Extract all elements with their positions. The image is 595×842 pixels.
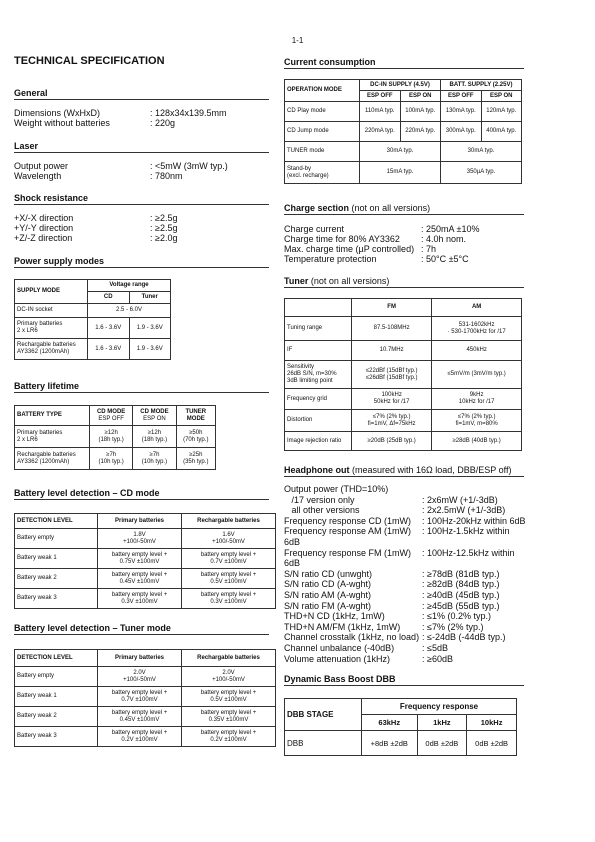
cell: 1.9 - 3.6V bbox=[129, 339, 171, 360]
spec-key: THD+N CD (1kHz, 1mW) bbox=[284, 611, 385, 622]
spec-value: : 250mA ±10% bbox=[421, 224, 480, 234]
headphone-spec-row bbox=[284, 569, 584, 580]
headphone-spec-row bbox=[284, 495, 584, 506]
row-label: Rechargable batteries bbox=[17, 342, 76, 348]
shock-specs bbox=[14, 213, 269, 245]
col-header: Voltage range bbox=[88, 280, 171, 292]
spec-key: Wavelength bbox=[14, 171, 62, 181]
col-header: TUNER bbox=[185, 408, 207, 415]
col-header: 10kHz bbox=[467, 715, 517, 731]
headphone-spec-row bbox=[284, 484, 584, 495]
cell: battery empty level + bbox=[200, 551, 257, 558]
spec-key: S/N ratio FM (A-wght) bbox=[284, 600, 372, 611]
cell: 1.6 - 3.6V bbox=[88, 318, 130, 339]
cell: 50kHz for /17 bbox=[373, 399, 410, 405]
spec-key: Output power (THD=10%) bbox=[284, 484, 389, 494]
spec-value: : 7h bbox=[421, 244, 437, 254]
col-header: AM bbox=[432, 299, 522, 317]
laser-heading: Laser bbox=[14, 141, 269, 153]
cell: 0.7V ±100mV bbox=[210, 558, 247, 565]
row-label: Frequency grid bbox=[285, 389, 352, 410]
power-supply-heading: Power supply modes bbox=[14, 256, 269, 268]
col-header: DETECTION LEVEL bbox=[15, 650, 98, 667]
cell: 1.6 - 3.6V bbox=[88, 339, 130, 360]
cell: battery empty level + bbox=[111, 571, 168, 578]
spec-value: : ≥40dB (45dB typ.) bbox=[422, 589, 500, 600]
level-cd-table bbox=[14, 513, 276, 609]
spec-key: 6dB bbox=[284, 558, 301, 569]
row-label: CD Jump mode bbox=[285, 122, 360, 142]
cell: 0.5V ±100mV bbox=[210, 578, 247, 585]
row-label: Battery empty bbox=[15, 667, 98, 687]
spec-value: : ≤5dB bbox=[422, 642, 448, 653]
cell: 30mA typ. bbox=[441, 142, 522, 162]
spec-value: : ≥2.5g bbox=[150, 213, 178, 223]
spec-value: : 100Hz-1.5kHz within bbox=[422, 526, 510, 537]
table-row bbox=[15, 589, 276, 609]
cell: ≥12h bbox=[147, 429, 162, 436]
headphone-spec-row bbox=[284, 579, 584, 590]
headphone-spec-row bbox=[284, 526, 584, 537]
col-header bbox=[285, 299, 352, 317]
headphone-spec-row bbox=[284, 654, 584, 665]
dbb-table bbox=[284, 698, 517, 756]
cell: 0.45V ±100mV bbox=[119, 578, 160, 585]
row-label: Image rejection ratio bbox=[285, 432, 352, 451]
row-label: (excl. recharge) bbox=[287, 172, 329, 179]
tuner-heading bbox=[284, 276, 524, 288]
row-label: Tuning range bbox=[285, 317, 352, 341]
spec-key: Temperature protection bbox=[284, 254, 377, 264]
row-label: Battery weak 2 bbox=[15, 569, 98, 589]
headphone-spec-row bbox=[284, 632, 584, 643]
headphone-spec-row bbox=[284, 558, 584, 569]
cell: ≥25h bbox=[189, 451, 203, 458]
cell: 100kHz bbox=[381, 392, 402, 398]
table-row bbox=[285, 162, 522, 184]
table-row bbox=[15, 569, 276, 589]
cell: 15mA typ. bbox=[360, 162, 441, 184]
col-header: ESP OFF bbox=[98, 415, 124, 422]
spec-value: : 2x6mW (+1/-3dB) bbox=[422, 494, 498, 505]
cell: 2.0V bbox=[222, 669, 235, 676]
row-label: 3dB limiting point bbox=[287, 378, 333, 384]
headphone-spec-row bbox=[284, 601, 584, 612]
headphone-note: (measured with 16Ω load, DBB/ESP off) bbox=[352, 465, 512, 475]
cell: 2.0V bbox=[133, 669, 146, 676]
row-label: Battery weak 1 bbox=[15, 687, 98, 707]
spec-key: Volume attenuation (1kHz) bbox=[284, 653, 391, 664]
col-header: ESP ON bbox=[400, 91, 441, 102]
spec-key: S/N ratio AM (A-wght) bbox=[284, 589, 372, 600]
col-header: CD MODE bbox=[140, 408, 169, 415]
row-label: IF bbox=[285, 341, 352, 361]
col-header: CD MODE bbox=[96, 408, 126, 415]
col-header: Frequency response bbox=[362, 699, 517, 715]
cell: 30mA typ. bbox=[360, 142, 441, 162]
cell: 10.7MHz bbox=[352, 341, 432, 361]
cell: fi=1mV, Δf=75kHz bbox=[367, 420, 416, 427]
table-row bbox=[15, 707, 276, 727]
charge-specs bbox=[284, 224, 524, 266]
table-row bbox=[15, 339, 171, 360]
spec-key: +Z/-Z direction bbox=[14, 233, 73, 243]
general-heading: General bbox=[14, 88, 269, 100]
cell: 0.3V ±100mV bbox=[121, 598, 158, 605]
cell: 1.9 - 3.6V bbox=[129, 318, 171, 339]
cell: ≤7% (2% typ.) bbox=[457, 413, 496, 420]
cell: battery empty level + bbox=[200, 729, 257, 736]
headphone-spec-row bbox=[284, 611, 584, 622]
table-row bbox=[285, 432, 522, 451]
cell: 220mA typ. bbox=[400, 122, 441, 142]
cell: (35h typ.) bbox=[183, 458, 209, 465]
row-label: 2 x LR6 bbox=[17, 436, 38, 443]
cell: 2.5 - 6.0V bbox=[88, 304, 171, 318]
cell: 350µA typ. bbox=[441, 162, 522, 184]
col-header: Rechargable batteries bbox=[182, 650, 276, 667]
cell: ≥20dB (25dB typ.) bbox=[352, 432, 432, 451]
row-label: Battery weak 1 bbox=[15, 549, 98, 569]
spec-key: Output power bbox=[14, 161, 69, 171]
col-header: Primary batteries bbox=[98, 650, 182, 667]
col-header: FM bbox=[352, 299, 432, 317]
row-label: Primary batteries bbox=[17, 321, 63, 327]
table-row bbox=[285, 102, 522, 122]
spec-value: : ≤1% (0.2% typ.) bbox=[422, 611, 491, 622]
cell: (70h typ.) bbox=[183, 436, 209, 443]
cell: ≥7h bbox=[106, 451, 117, 458]
cell: 0.2V ±100mV bbox=[210, 736, 247, 743]
headphone-spec-row bbox=[284, 622, 584, 633]
spec-value: : ≥60dB bbox=[422, 653, 453, 664]
spec-value: : ≤7% (2% typ.) bbox=[422, 621, 484, 632]
spec-key: Frequency response CD (1mW) bbox=[284, 515, 412, 526]
cell: (18h typ.) bbox=[141, 436, 168, 443]
cell: (18h typ.) bbox=[98, 436, 124, 443]
cell: 0.35V ±100mV bbox=[208, 716, 249, 723]
cell: 0.75V ±100mV bbox=[119, 558, 160, 565]
spec-key: Charge time for 80% AY3362 bbox=[284, 234, 400, 244]
row-label: Sensitivity bbox=[287, 364, 315, 370]
spec-value: : 2x2.5mW (+1/-3dB) bbox=[422, 505, 506, 516]
row-label: Battery weak 2 bbox=[15, 707, 98, 727]
spec-value: : ≤-24dB (-44dB typ.) bbox=[422, 632, 506, 643]
row-label: AY3362 (1200mAh) bbox=[17, 349, 70, 355]
battery-lifetime-heading: Battery lifetime bbox=[14, 381, 269, 393]
cell: battery empty level + bbox=[200, 571, 257, 578]
cell: 9kHz bbox=[469, 392, 484, 398]
cell: battery empty level + bbox=[111, 729, 168, 736]
spec-key: +Y/-Y direction bbox=[14, 223, 74, 233]
row-label: Primary batteries bbox=[17, 429, 63, 436]
spec-value: : 100Hz-20kHz within 6dB bbox=[422, 515, 526, 526]
cell: +100/-50mV bbox=[212, 538, 245, 545]
row-label: TUNER mode bbox=[285, 142, 360, 162]
row-label: DBB bbox=[285, 731, 362, 756]
spec-value: : ≥78dB (81dB typ.) bbox=[422, 568, 500, 579]
col-header: Primary batteries bbox=[98, 514, 182, 529]
cell: 10kHz for /17 bbox=[458, 399, 495, 405]
table-row bbox=[285, 317, 522, 341]
table-row bbox=[285, 731, 517, 756]
spec-key: Channel unbalance (-40dB) bbox=[284, 642, 395, 653]
cell: 130mA typ. bbox=[441, 102, 482, 122]
cell: ≤7% (2% typ.) bbox=[372, 413, 411, 420]
spec-value: : 220g bbox=[150, 118, 176, 128]
current-heading: Current consumption bbox=[284, 57, 524, 69]
level-tuner-heading: Battery level detection – Tuner mode bbox=[14, 623, 269, 635]
cell: (10h typ.) bbox=[141, 458, 168, 465]
cell: 0.45V ±100mV bbox=[119, 716, 160, 723]
headphone-spec-row bbox=[284, 505, 584, 516]
row-label: DC-IN socket bbox=[15, 304, 88, 318]
headphone-heading bbox=[284, 465, 524, 477]
row-label: Battery weak 3 bbox=[15, 727, 98, 747]
spec-value: : ≥2.5g bbox=[150, 223, 178, 233]
page-number: 1-1 bbox=[291, 36, 304, 45]
headphone-spec-row bbox=[284, 516, 584, 527]
cell: battery empty level + bbox=[200, 591, 257, 598]
spec-value: : ≥82dB (84dB typ.) bbox=[422, 579, 500, 590]
row-label: Battery weak 3 bbox=[15, 589, 98, 609]
table-row bbox=[15, 448, 216, 470]
cell: 450kHz bbox=[432, 341, 522, 361]
col-header: DC-IN SUPPLY (4.5V) bbox=[360, 80, 441, 91]
spec-value: : ≥2.0g bbox=[150, 233, 178, 243]
row-label: 26dB S/N, m=30% bbox=[287, 371, 337, 377]
col-header: Tuner bbox=[129, 292, 171, 304]
cell: 220mA typ. bbox=[360, 122, 401, 142]
table-row bbox=[15, 667, 276, 687]
col-header: CD bbox=[88, 292, 130, 304]
cell: 0dB ±2dB bbox=[417, 731, 467, 756]
spec-value: : 50°C ±5°C bbox=[421, 254, 469, 264]
cell: battery empty level + bbox=[200, 709, 257, 716]
spec-key: THD+N AM/FM (1kHz, 1mW) bbox=[284, 621, 401, 632]
cell: · 530-1700kHz for /17 bbox=[447, 328, 506, 335]
cell: +100/-50mV bbox=[123, 538, 156, 545]
table-row bbox=[285, 142, 522, 162]
cell: ≥12h bbox=[104, 429, 118, 436]
battery-lifetime-table bbox=[14, 405, 216, 470]
level-cd-heading: Battery level detection – CD mode bbox=[14, 488, 269, 500]
cell: battery empty level + bbox=[111, 551, 168, 558]
cell: ≥28dB (40dB typ.) bbox=[432, 432, 522, 451]
cell: battery empty level + bbox=[111, 689, 168, 696]
cell: 120mA typ. bbox=[481, 102, 522, 122]
headphone-spec-row bbox=[284, 590, 584, 601]
table-row bbox=[15, 318, 171, 339]
col-header: ESP OFF bbox=[441, 91, 482, 102]
cell: +100/-50mV bbox=[212, 676, 245, 683]
laser-specs bbox=[14, 161, 269, 183]
table-row bbox=[285, 410, 522, 432]
col-header: MODE bbox=[186, 415, 205, 422]
table-row bbox=[15, 549, 276, 569]
cell: 400mA typ. bbox=[481, 122, 522, 142]
table-row bbox=[285, 341, 522, 361]
row-label: Stand-by bbox=[287, 165, 312, 172]
col-header: BATT. SUPPLY (2.25V) bbox=[441, 80, 522, 91]
cell: battery empty level + bbox=[111, 709, 168, 716]
level-tuner-table bbox=[14, 649, 276, 747]
cell: 300mA typ. bbox=[441, 122, 482, 142]
cell: 0.3V ±100mV bbox=[210, 598, 247, 605]
cell: ≤26dBf (15dBf typ.) bbox=[365, 374, 418, 381]
row-label: Rechargable batteries bbox=[17, 451, 76, 458]
spec-value: : 128x34x139.5mm bbox=[150, 108, 227, 118]
table-row bbox=[15, 426, 216, 448]
tuner-table bbox=[284, 298, 522, 451]
col-header: SUPPLY MODE bbox=[15, 280, 88, 304]
tuner-note: (not on all versions) bbox=[310, 276, 390, 286]
charge-heading bbox=[284, 203, 524, 215]
spec-key: Channel crosstalk (1kHz, no load) bbox=[284, 632, 420, 643]
spec-key: Weight without batteries bbox=[14, 118, 110, 128]
cell: 0.5V ±100mV bbox=[210, 696, 247, 703]
spec-value: : 100Hz-12.5kHz within bbox=[422, 547, 515, 558]
spec-value: : <5mW (3mW typ.) bbox=[150, 161, 228, 171]
spec-key: /17 version only bbox=[284, 494, 355, 505]
cell: ≥7h bbox=[149, 451, 160, 458]
spec-key: Frequency response FM (1mW) bbox=[284, 547, 412, 558]
spec-key: all other versions bbox=[284, 505, 360, 516]
col-header: DETECTION LEVEL bbox=[15, 514, 98, 529]
spec-key: Max. charge time (µP controlled) bbox=[284, 244, 415, 254]
cell: +8dB ±2dB bbox=[362, 731, 418, 756]
col-header: 63kHz bbox=[362, 715, 418, 731]
row-label: CD Play mode bbox=[285, 102, 360, 122]
headphone-spec-row bbox=[284, 643, 584, 654]
cell: 531-1602kHz bbox=[458, 321, 495, 328]
cell: 1.8V bbox=[133, 531, 146, 538]
spec-value: : ≥45dB (55dB typ.) bbox=[422, 600, 500, 611]
cell: +100/-50mV bbox=[123, 676, 156, 683]
spec-key: Charge current bbox=[284, 224, 345, 234]
cell: 87.5-108MHz bbox=[352, 317, 432, 341]
col-header: OPERATION MODE bbox=[285, 80, 360, 102]
row-label: Battery empty bbox=[15, 529, 98, 549]
headphone-spec-row bbox=[284, 548, 584, 559]
col-header: Rechargable batteries bbox=[182, 514, 276, 529]
cell: 0.2V ±100mV bbox=[121, 736, 158, 743]
cell: fi=1mV, m=80% bbox=[455, 420, 498, 427]
table-row bbox=[15, 304, 171, 318]
table-row bbox=[285, 122, 522, 142]
charge-note: (not on all versions) bbox=[351, 203, 431, 213]
dbb-heading: Dynamic Bass Boost DBB bbox=[284, 674, 524, 686]
row-label: AY3362 (1200mAh) bbox=[17, 458, 70, 465]
table-row bbox=[15, 727, 276, 747]
current-table bbox=[284, 79, 522, 184]
power-supply-table bbox=[14, 279, 171, 360]
spec-key: 6dB bbox=[284, 536, 301, 547]
cell: 100mA typ. bbox=[400, 102, 441, 122]
spec-key: Dimensions (WxHxD) bbox=[14, 108, 101, 118]
col-header: DBB STAGE bbox=[285, 699, 362, 731]
table-row bbox=[15, 687, 276, 707]
spec-key: S/N ratio CD (A-wght) bbox=[284, 579, 372, 590]
tuner-heading-text: Tuner bbox=[284, 276, 309, 286]
spec-value: : 4.0h nom. bbox=[421, 234, 467, 244]
cell: ≥50h bbox=[189, 429, 203, 436]
col-header: 1kHz bbox=[417, 715, 467, 731]
headphone-heading-text: Headphone out bbox=[284, 465, 350, 475]
cell: ≤5mV/m (3mV/m typ.) bbox=[432, 361, 522, 389]
cell: 0.7V ±100mV bbox=[121, 696, 158, 703]
cell: (10h typ.) bbox=[98, 458, 124, 465]
cell: 1.6V bbox=[222, 531, 235, 538]
table-row bbox=[285, 361, 522, 389]
col-header: ESP ON bbox=[143, 415, 166, 422]
spec-key: Frequency response AM (1mW) bbox=[284, 526, 412, 537]
row-label: Distortion bbox=[285, 410, 352, 432]
cell: ≤22dBf (15dBf typ.) bbox=[365, 367, 418, 374]
col-header: BATTERY TYPE bbox=[15, 406, 90, 426]
cell: 110mA typ. bbox=[360, 102, 401, 122]
general-specs bbox=[14, 108, 269, 130]
cell: battery empty level + bbox=[200, 689, 257, 696]
spec-value: : 780nm bbox=[150, 171, 183, 181]
row-label: 2 x LR6 bbox=[17, 328, 38, 334]
charge-heading-text: Charge section bbox=[284, 203, 350, 213]
table-row bbox=[15, 529, 276, 549]
cell: battery empty level + bbox=[111, 591, 168, 598]
shock-heading: Shock resistance bbox=[14, 193, 269, 205]
col-header: ESP OFF bbox=[360, 91, 401, 102]
page-title: TECHNICAL SPECIFICATION bbox=[14, 55, 165, 67]
col-header: ESP ON bbox=[481, 91, 522, 102]
spec-key: S/N ratio CD (unwght) bbox=[284, 568, 373, 579]
headphone-specs bbox=[284, 484, 584, 666]
headphone-spec-row bbox=[284, 537, 584, 548]
cell: 0dB ±2dB bbox=[467, 731, 517, 756]
spec-key: +X/-X direction bbox=[14, 213, 74, 223]
table-row bbox=[285, 389, 522, 410]
